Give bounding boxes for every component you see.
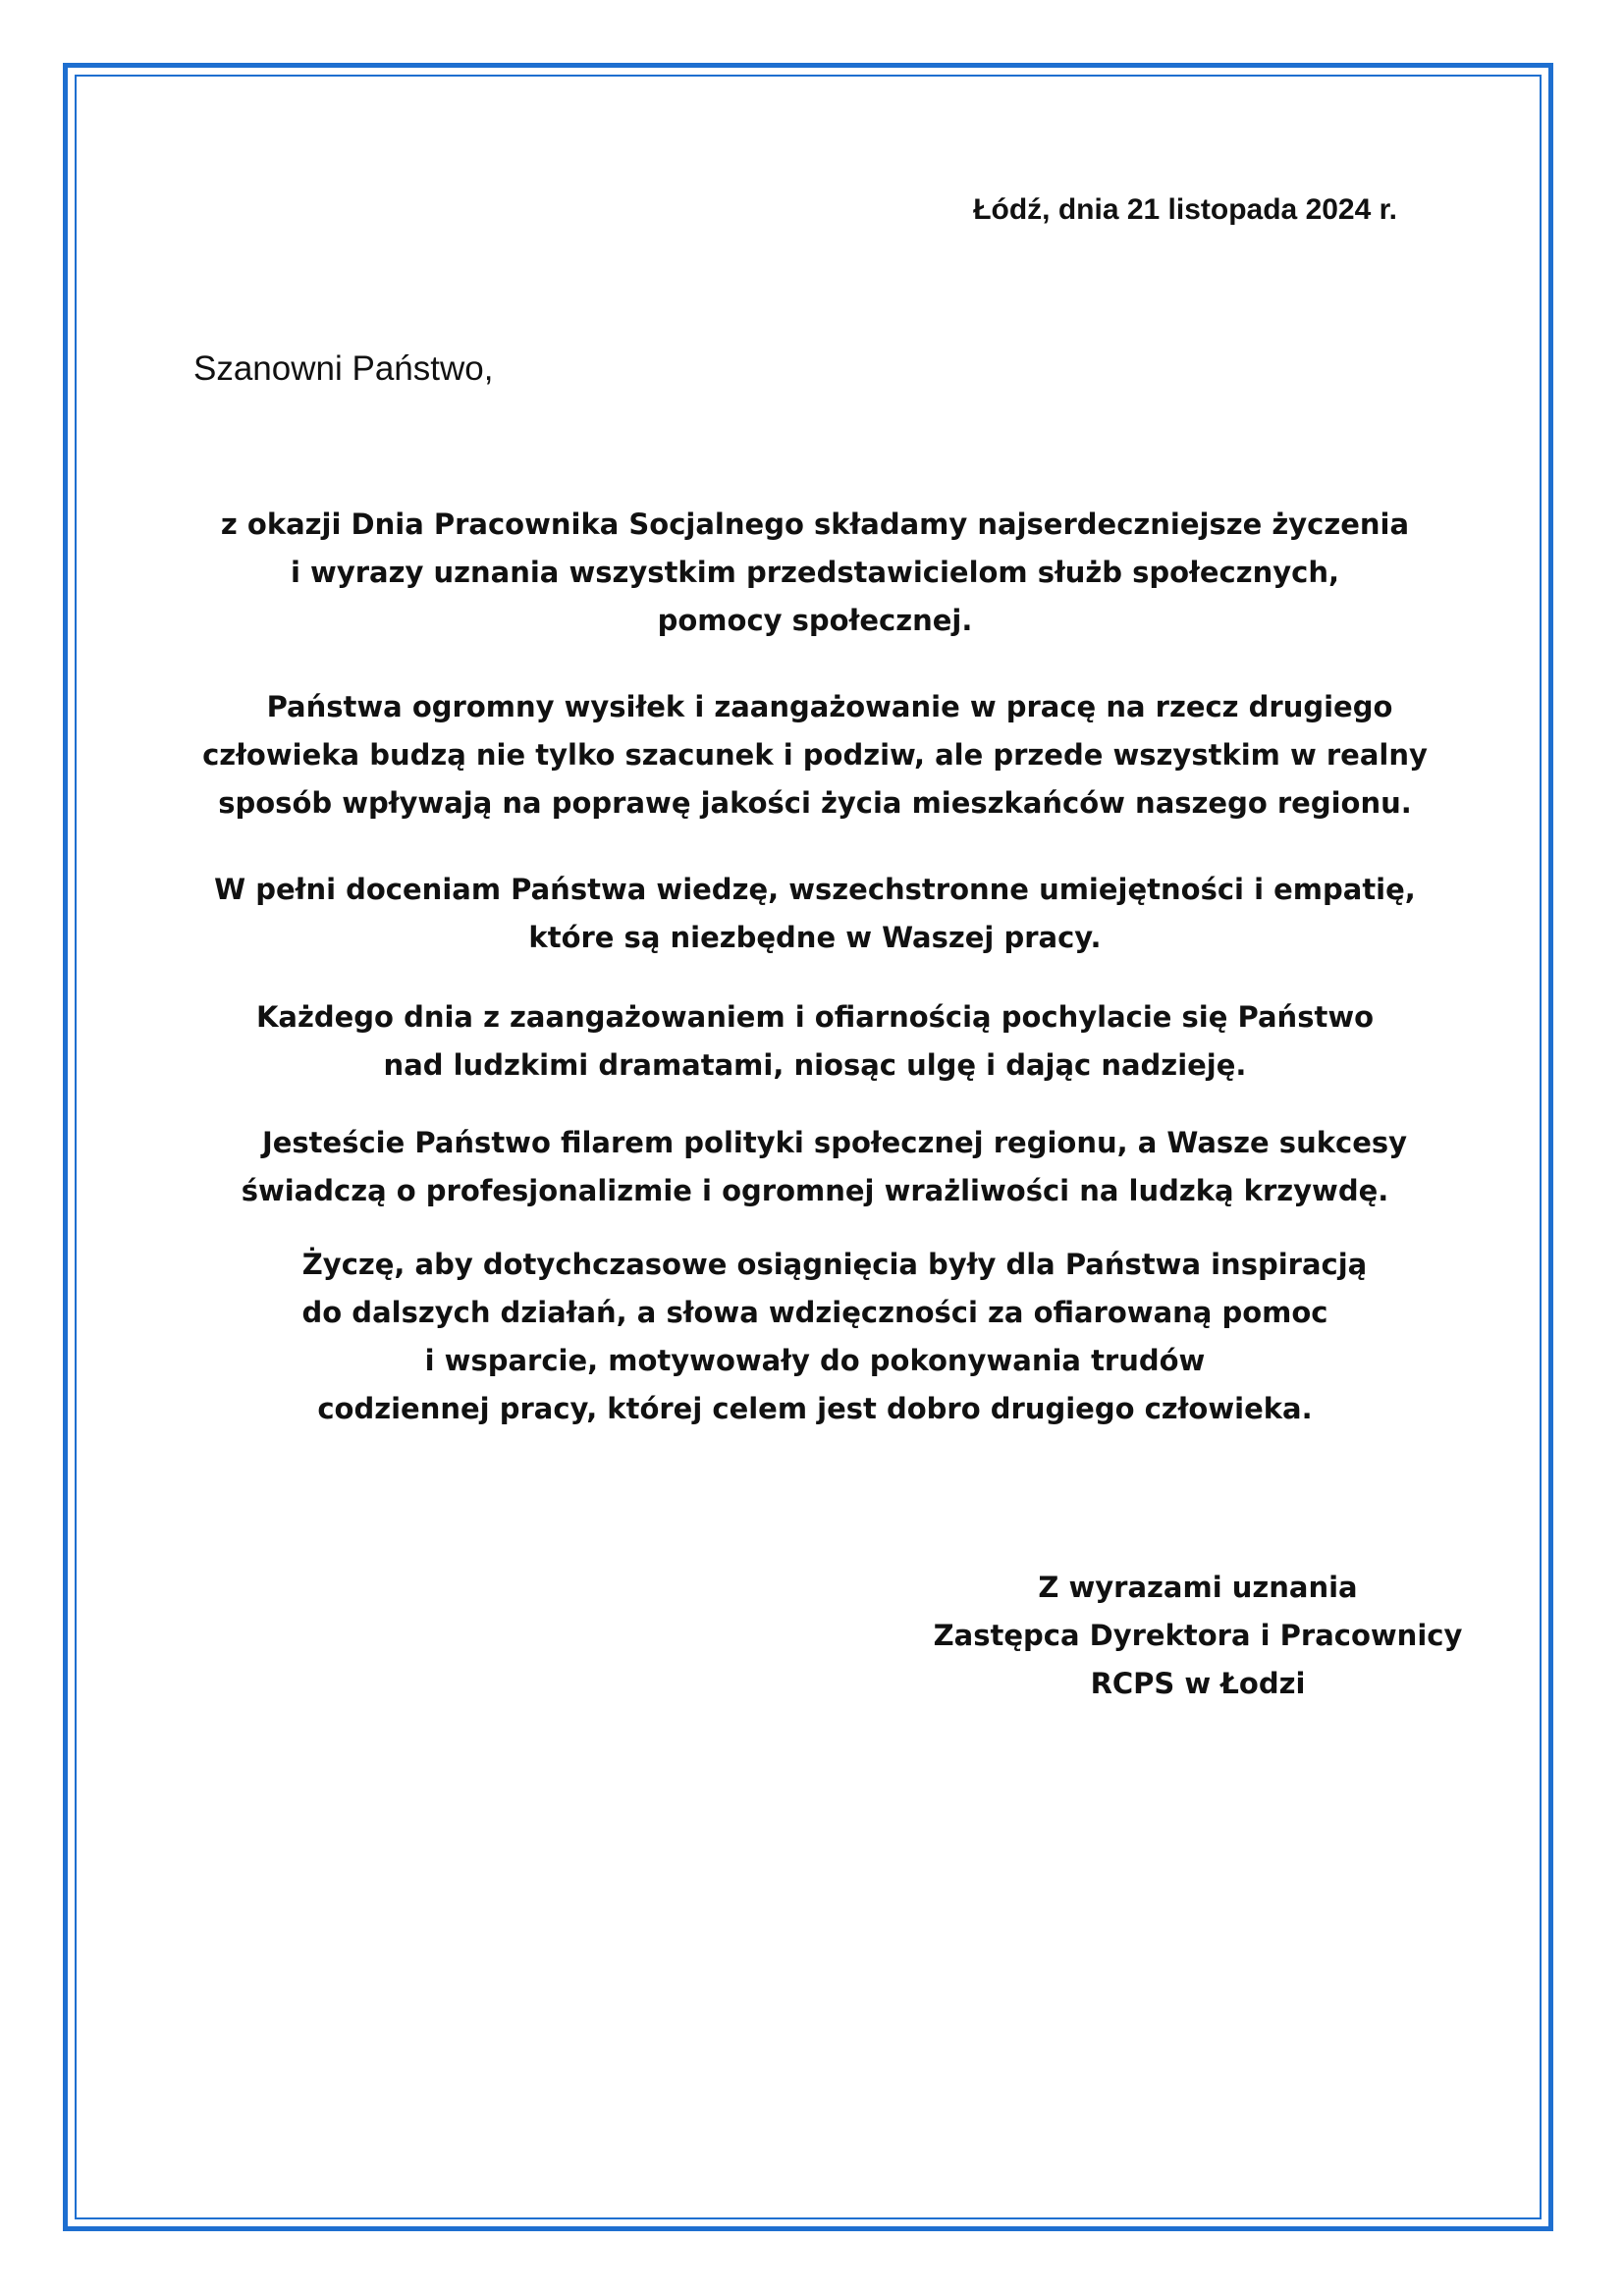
paragraph-line: które są niezbędne w Waszej pracy.	[528, 921, 1102, 954]
paragraph-effort	[157, 683, 1473, 828]
signature-line: RCPS w Łodzi	[1090, 1667, 1306, 1700]
paragraph-appreciation	[157, 866, 1473, 962]
paragraph-line: i wyrazy uznania wszystkim przedstawicielom służb społecznych,	[291, 556, 1339, 589]
paragraph-line: pomocy społecznej.	[657, 604, 973, 637]
paragraph-line: z okazji Dnia Pracownika Socjalnego składamy najserdeczniejsze życzenia	[220, 507, 1410, 541]
paragraph-line: Każdego dnia z zaangażowaniem i ofiarnością pochylacie się Państwo	[255, 1000, 1375, 1034]
paragraph-line: Jesteście Państwo filarem polityki społecznej regionu, a Wasze sukcesy	[261, 1126, 1408, 1159]
paragraph-pillar	[157, 1119, 1473, 1215]
paragraph-greetings	[157, 501, 1473, 645]
paragraph-everyday	[157, 993, 1473, 1090]
paragraph-line: nad ludzkimi dramatami, niosąc ulgę i dając nadzieję.	[383, 1048, 1247, 1082]
paragraph-line: Państwa ogromny wysiłek i zaangażowanie w pracę na rzecz drugiego	[266, 690, 1393, 723]
paragraph-line: do dalszych działań, a słowa wdzięczności za ofiarowaną pomoc	[301, 1296, 1328, 1329]
paragraph-line: człowieka budzą nie tylko szacunek i podziw, ale przede wszystkim w realny	[202, 738, 1428, 772]
signature-line: Zastępca Dyrektora i Pracownicy	[933, 1619, 1463, 1652]
paragraph-wishes	[157, 1241, 1473, 1433]
paragraph-line: codziennej pracy, której celem jest dobro drugiego człowieka.	[317, 1392, 1313, 1425]
signature-block	[854, 1564, 1542, 1708]
signature-line: Z wyrazami uznania	[1038, 1571, 1358, 1604]
paragraph-line: W pełni doceniam Państwa wiedzę, wszechstronne umiejętności i empatię,	[214, 873, 1416, 906]
paragraph-line: Życzę, aby dotychczasowe osiągnięcia były dla Państwa inspiracją	[301, 1248, 1368, 1281]
paragraph-line: sposób wpływają na poprawę jakości życia mieszkańców naszego regionu.	[218, 786, 1412, 820]
salutation: Szanowni Państwo,	[193, 349, 494, 388]
paragraph-line: i wsparcie, motywowały do pokonywania trudów	[424, 1344, 1206, 1377]
paragraph-line: świadczą o profesjonalizmie i ogromnej wrażliwości na ludzką krzywdę.	[241, 1174, 1389, 1207]
letter-date: Łódź, dnia 21 listopada 2024 r.	[973, 193, 1397, 226]
